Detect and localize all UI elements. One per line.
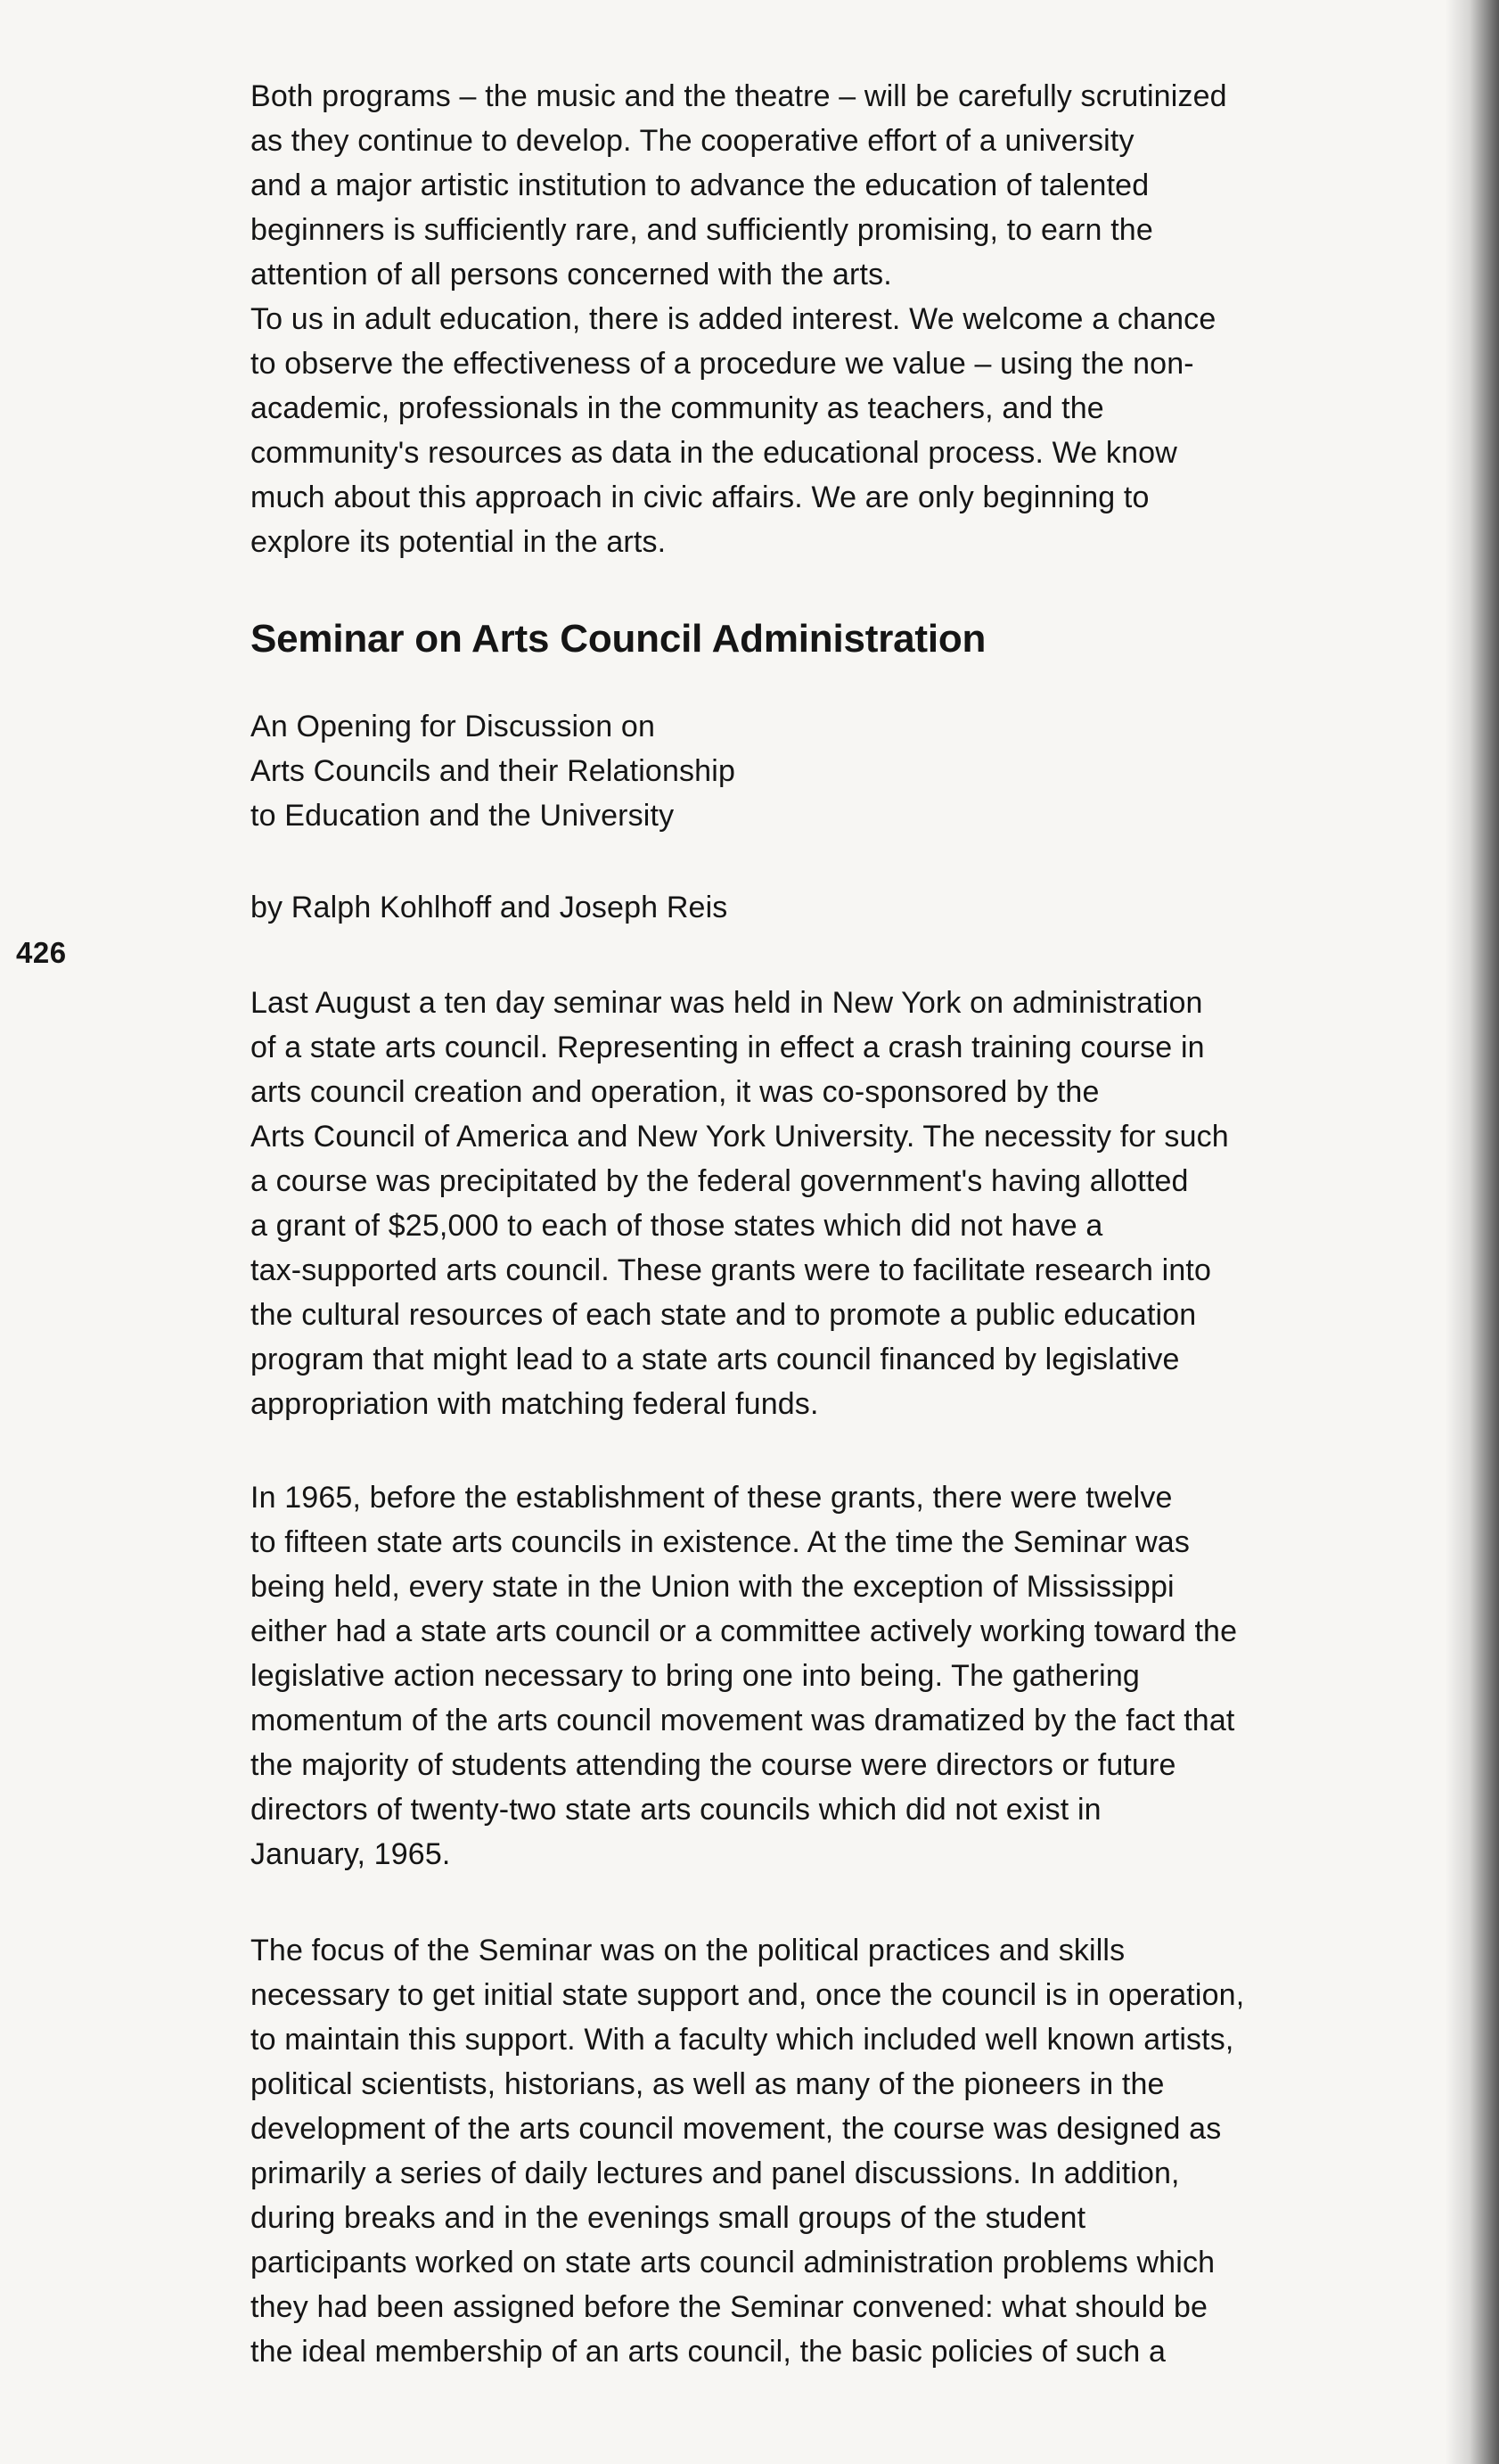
intro-line: beginners is sufficiently rare, and sufficiently promising, to earn the (250, 213, 1153, 247)
paragraph3-line: primarily a series of daily lectures and panel discussions. In addition, (250, 2156, 1180, 2190)
paragraph3-line: to maintain this support. With a faculty which included well known artists, (250, 2023, 1234, 2057)
paragraph3-line: political scientists, historians, as well as many of the pioneers in the (250, 2067, 1165, 2101)
paragraph1-line: program that might lead to a state arts council financed by legislative (250, 1343, 1180, 1376)
paragraph2-line: January, 1965. (250, 1837, 451, 1871)
paragraph3-line: necessary to get initial state support and, once the council is in operation, (250, 1978, 1245, 2012)
paragraph1-line: Arts Council of America and New York University. The necessity for such (250, 1120, 1229, 1154)
intro-line: attention of all persons concerned with the arts. (250, 258, 892, 292)
subtitle-line: An Opening for Discussion on (250, 710, 656, 743)
section-title: Seminar on Arts Council Administration (250, 617, 987, 661)
paragraph2-line: the majority of students attending the course were directors or future (250, 1748, 1176, 1782)
paragraph2-line: either had a state arts council or a committee actively working toward the (250, 1614, 1238, 1648)
intro-line: explore its potential in the arts. (250, 525, 667, 559)
intro-line: Both programs – the music and the theatre – will be carefully scrutinized (250, 79, 1227, 113)
paragraph1-line: tax-supported arts council. These grants were to facilitate research into (250, 1253, 1212, 1287)
paragraph1-line: a course was precipitated by the federal government's having allotted (250, 1164, 1189, 1198)
intro-line: and a major artistic institution to advance the education of talented (250, 168, 1150, 202)
subtitle-line: to Education and the University (250, 799, 675, 833)
paragraph2-line: to fifteen state arts councils in existence. At the time the Seminar was (250, 1525, 1190, 1559)
paragraph3-line: during breaks and in the evenings small groups of the student (250, 2201, 1086, 2235)
paragraph2-line: legislative action necessary to bring one into being. The gathering (250, 1659, 1140, 1693)
byline: by Ralph Kohlhoff and Joseph Reis (250, 891, 728, 924)
page-number: 426 (16, 936, 67, 969)
paragraph2-line: In 1965, before the establishment of these grants, there were twelve (250, 1481, 1173, 1515)
paragraph3-line: development of the arts council movement, the course was designed as (250, 2112, 1222, 2146)
paragraph1-line: appropriation with matching federal funds. (250, 1387, 819, 1421)
paragraph1-line: Last August a ten day seminar was held in New York on administration (250, 986, 1203, 1020)
paragraph1-line: arts council creation and operation, it was co-sponsored by the (250, 1075, 1100, 1109)
paragraph1-line: of a state arts council. Representing in effect a crash training course in (250, 1031, 1205, 1064)
intro-line: as they continue to develop. The cooperative effort of a university (250, 124, 1134, 158)
intro-line: To us in adult education, there is added interest. We welcome a chance (250, 302, 1216, 336)
intro-line: to observe the effectiveness of a procedure we value – using the non- (250, 347, 1194, 381)
paragraph2-line: being held, every state in the Union with the exception of Mississippi (250, 1570, 1175, 1604)
paragraph2-line: directors of twenty-two state arts councils which did not exist in (250, 1793, 1102, 1827)
paragraph2-line: momentum of the arts council movement was dramatized by the fact that (250, 1704, 1235, 1737)
paragraph3-line: participants worked on state arts council administration problems which (250, 2246, 1216, 2279)
paragraph1-line: a grant of $25,000 to each of those states which did not have a (250, 1209, 1103, 1243)
paragraph1-line: the cultural resources of each state and to promote a public education (250, 1298, 1197, 1332)
intro-line: much about this approach in civic affairs. We are only beginning to (250, 480, 1150, 514)
paragraph3-line: they had been assigned before the Seminar convened: what should be (250, 2290, 1208, 2324)
subtitle-line: Arts Councils and their Relationship (250, 754, 736, 788)
paragraph3-line: the ideal membership of an arts council, the basic policies of such a (250, 2335, 1167, 2369)
facing-page-edge (1446, 0, 1499, 2464)
intro-line: community's resources as data in the educational process. We know (250, 436, 1177, 470)
paragraph3-line: The focus of the Seminar was on the political practices and skills (250, 1934, 1126, 1967)
intro-line: academic, professionals in the community as teachers, and the (250, 391, 1104, 425)
